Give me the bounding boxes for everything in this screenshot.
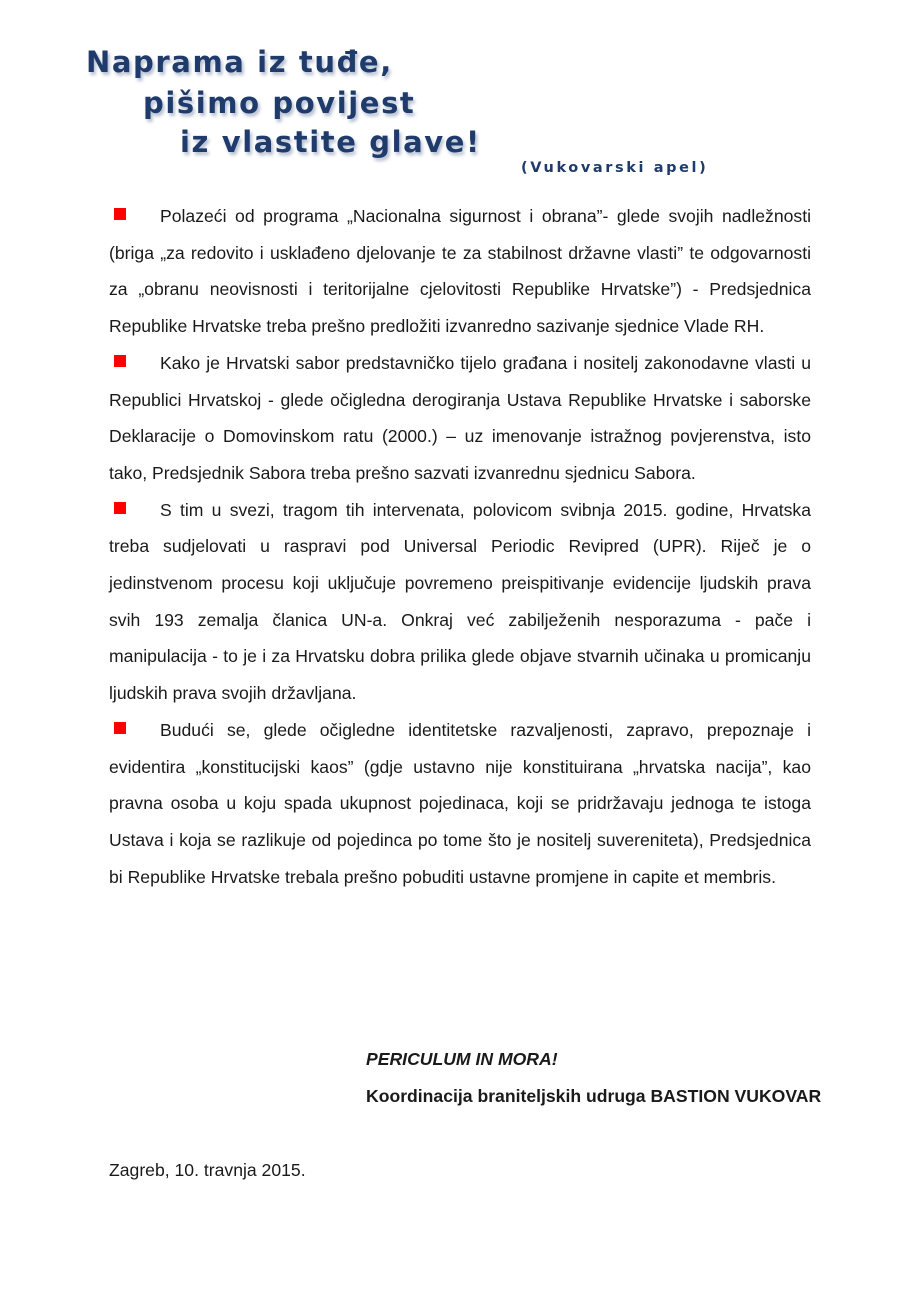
paragraph-text: Kako je Hrvatski sabor predstavničko tijelo građana i nositelj zakonodavne vlasti u Republici Hrvatskoj - glede očigledna derogiranja Ustava Republike Hrvatske i saborske Deklaracije o Domovinskom ratu (2000.) – uz imenovanje istražnog povjerenstva, isto tako, Predsjednik Sabora treba prešno sazvati izvanrednu sjednicu Sabora. [109, 352, 811, 483]
motto: PERICULUM IN MORA! [366, 1049, 558, 1069]
paragraph-text: Polazeći od programa „Nacionalna sigurnost i obrana”- glede svojih nadležnosti (briga „za redovito i usklađeno djelovanje te za stabilnost državne vlasti” te odgovarnosti za „obranu neovisnosti i teritorijalne cjelovitosti Republike Hrvatske”) - Predsjednica Republike Hrvatske treba prešno predložiti izvanredno sazivanje sjednice Vlade RH. [109, 206, 811, 337]
place-date: Zagreb, 10. travnja 2015. [109, 1160, 306, 1180]
red-square-bullet-icon [114, 355, 126, 367]
red-square-bullet-icon [114, 208, 126, 220]
paragraph-text: Budući se, glede očigledne identitetske razvaljenosti, zapravo, prepoznaje i evidentira „konstitucijski kaos” (gdje ustavno nije konstituirana „hrvatska nacija”, kao pravna osoba u koju spada ukupnost pojedinaca, koji se pridržavaju jednoga te istoga Ustava i koja se razlikuje od pojedinca po tome što je nositelj suvereniteta), Predsjednica bi Republike Hrvatske trebala prešno pobuditi ustavne promjene in capite et membris. [109, 719, 811, 887]
appeal-paragraph [109, 712, 811, 896]
appeal-paragraph [109, 345, 811, 492]
title-line-2: pišimo povijest [143, 86, 416, 120]
title-line-1: Naprama iz tuđe, [86, 45, 393, 79]
appeal-body [109, 198, 811, 895]
organization-signature: Koordinacija braniteljskih udruga BASTION VUKOVAR [366, 1086, 822, 1106]
appeal-paragraph [109, 198, 811, 345]
appeal-paragraph [109, 492, 811, 712]
title-line-3: iz vlastite glave! [180, 125, 481, 159]
red-square-bullet-icon [114, 502, 126, 514]
red-square-bullet-icon [114, 722, 126, 734]
paragraph-text: S tim u svezi, tragom tih intervenata, polovicom svibnja 2015. godine, Hrvatska treba sudjelovati u raspravi pod Universal Periodic Revipred (UPR). Riječ je o jedinstvenom procesu koji uključuje povremeno preispitivanje evidencije ljudskih prava svih 193 zemalja članica UN-a. Onkraj već zabilježenih nesporazuma - pače i manipulacija - to je i za Hrvatsku dobra prilika glede objave stvarnih učinaka u promicanju ljudskih prava svojih državljana. [109, 499, 811, 704]
subtitle: (Vukovarski apel) [521, 160, 709, 176]
